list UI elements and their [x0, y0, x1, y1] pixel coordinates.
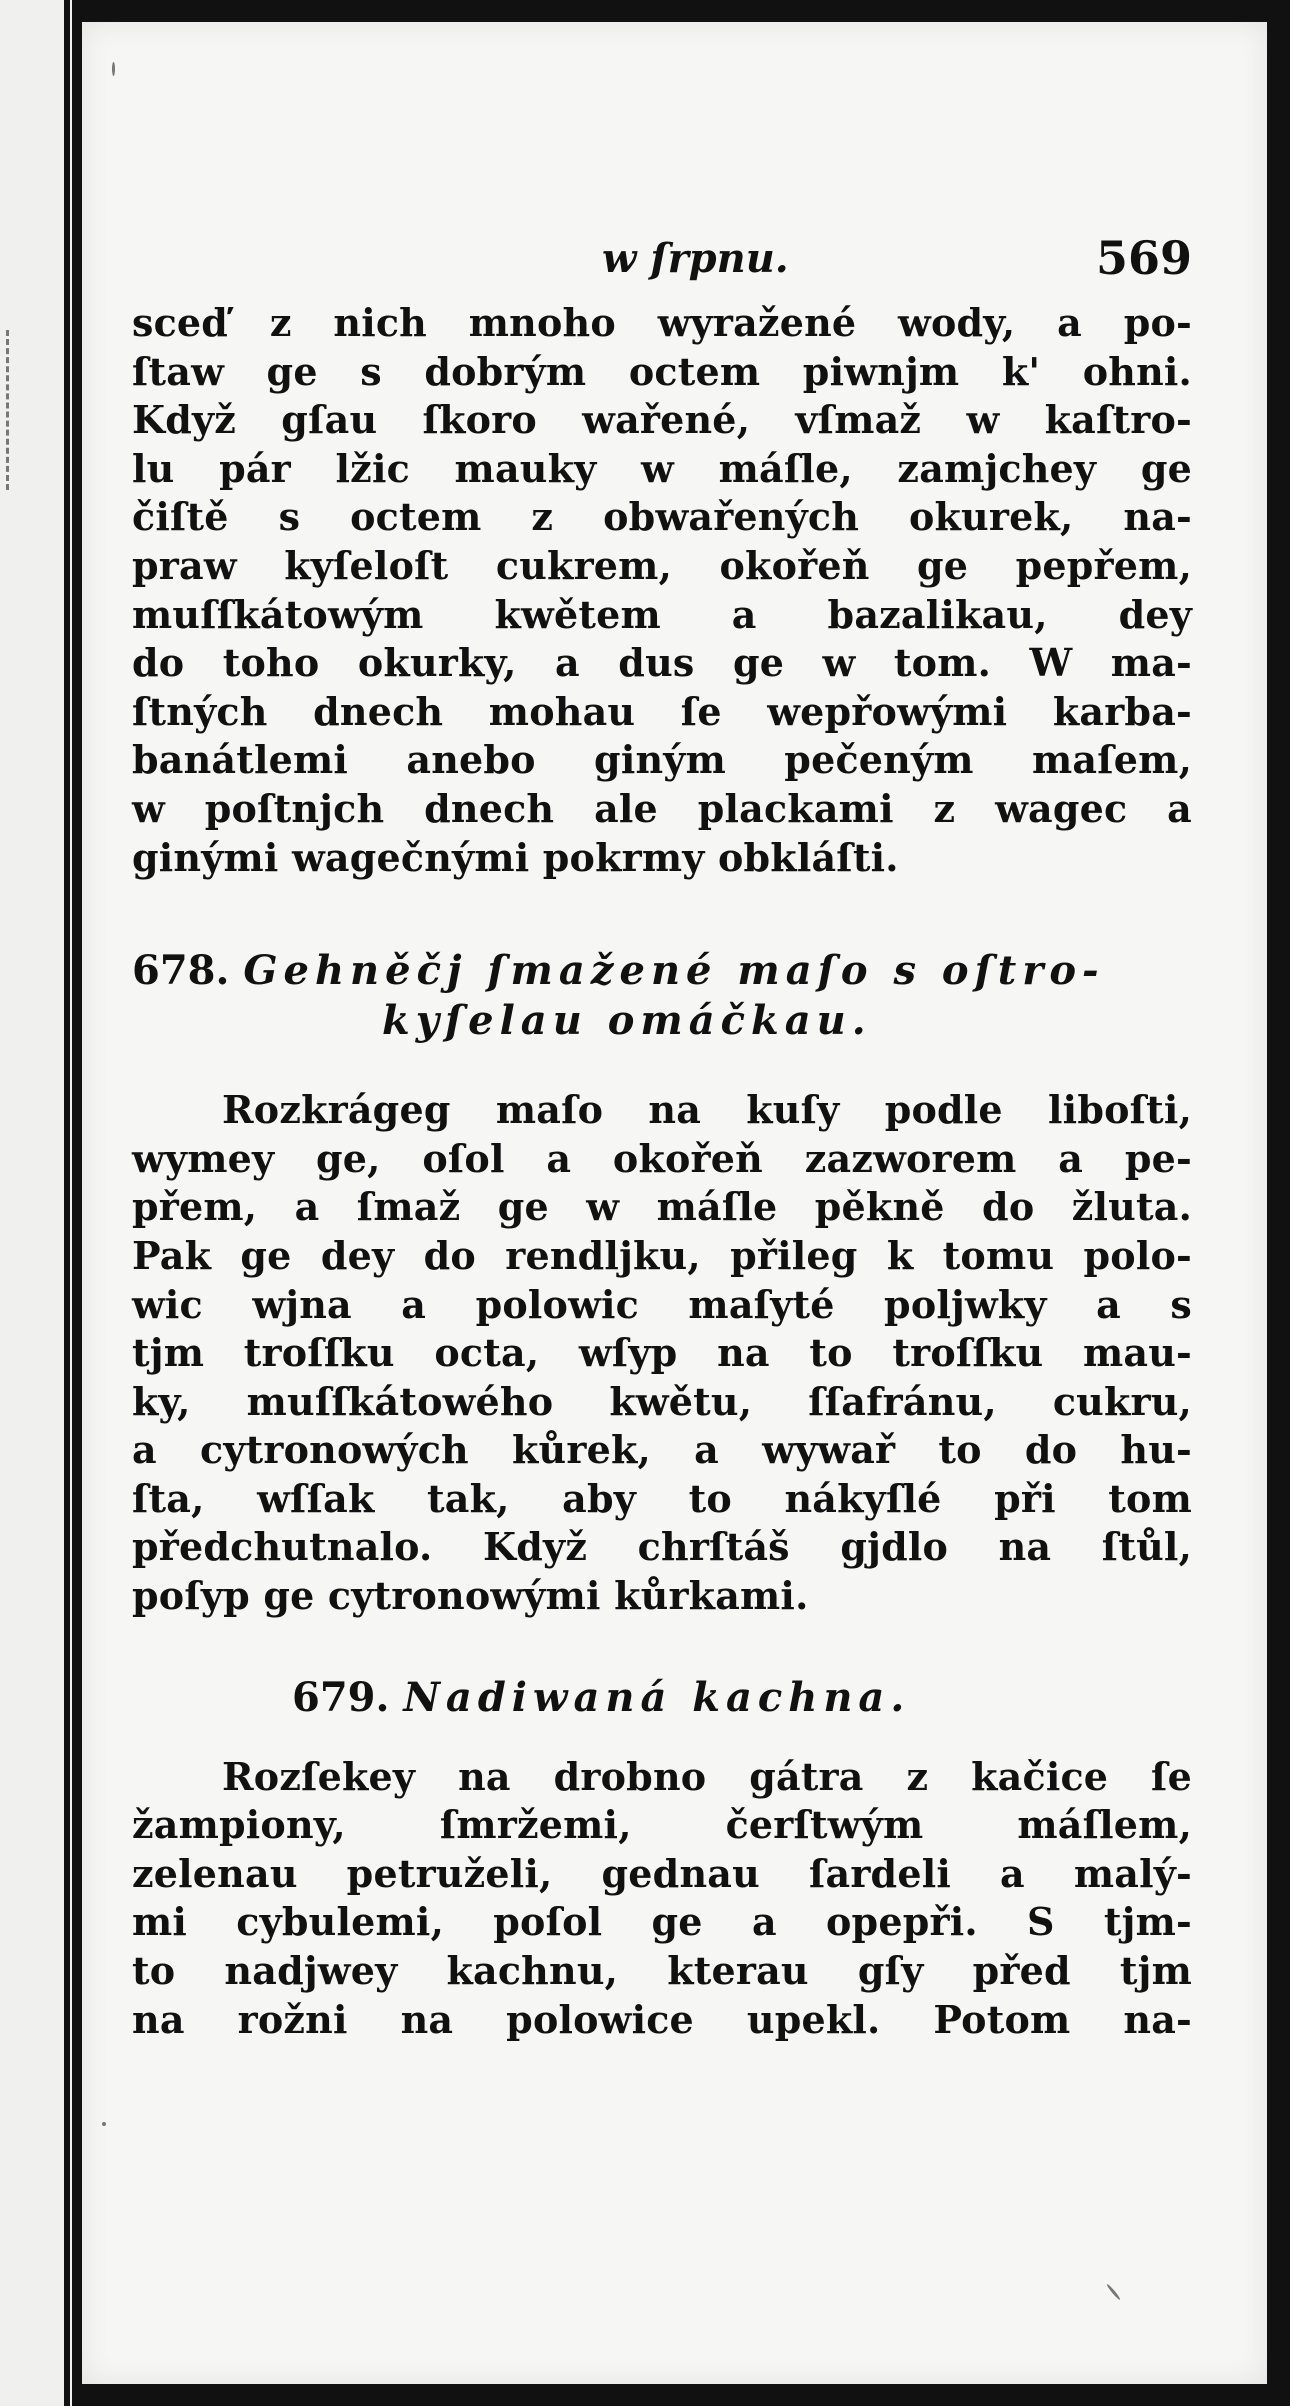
- text-line: w poſtnjch dnech ale plackami z wagec a: [132, 785, 1192, 831]
- text-line: muſſkátowým kwětem a bazalikau, dey: [132, 591, 1192, 637]
- paper-speck: [102, 2122, 106, 2126]
- text-line: Rozſekey na drobno gátra z kačice ſe: [222, 1753, 1192, 1799]
- text-line: wic wjna a polowic maſyté poljwky a s: [132, 1281, 1192, 1327]
- text-line: ginými wagečnými pokrmy obkláſti.: [132, 834, 899, 880]
- text-line: na rožni na polowice upekl. Potom na-: [132, 1996, 1192, 2042]
- section-number: 678.: [132, 947, 230, 995]
- text-line: Rozkrágeg maſo na kuſy podle liboſti,: [222, 1087, 1192, 1133]
- section-title: Nadiwaná kachna.: [403, 1673, 911, 1721]
- section-heading-678-cont: [132, 996, 1192, 1046]
- book-page: [82, 22, 1267, 2384]
- text-line: mi cybulemi, poſol ge a opepři. S tjm-: [132, 1899, 1192, 1945]
- text-line: lu pár lžic mauky w máſle, zamjchey ge: [132, 445, 1192, 491]
- page-header: [132, 217, 1192, 287]
- section-title-continued: kyſelau omáčkau.: [382, 997, 872, 1045]
- paragraph-1: [132, 299, 1192, 882]
- text-line: předchutnalo. Když chrſtáš gjdlo na ſtůl,: [132, 1524, 1192, 1570]
- section-title: Gehněčj ſmažené maſo s oſtro-: [243, 947, 1105, 995]
- running-head: w ſrpnu.: [602, 235, 789, 282]
- section-heading-678: [132, 946, 1192, 996]
- text-line: Když gſau ſkoro wařené, vſmaž w kaſtro-: [132, 397, 1192, 443]
- paper-speck: [112, 62, 115, 76]
- text-line: ſta, wſſak tak, aby to nákyſlé při tom: [132, 1475, 1192, 1521]
- text-line: do toho okurky, a dus ge w tom. W ma-: [132, 640, 1192, 686]
- margin-marks: [6, 330, 17, 490]
- paragraph-3: [132, 1753, 1192, 2045]
- paper-speck: [1106, 2283, 1121, 2300]
- text-line: banátlemi anebo giným pečeným maſem,: [132, 737, 1192, 783]
- section-heading-679: [132, 1673, 1192, 1723]
- text-line: poſyp ge cytronowými kůrkami.: [132, 1573, 809, 1619]
- paragraph-2: [132, 1086, 1192, 1621]
- text-line: a cytronowých kůrek, a wywař to do hu-: [132, 1427, 1192, 1473]
- text-line: žampiony, ſmržemi, čerſtwým máſlem,: [132, 1802, 1192, 1848]
- text-line: zelenau petruželi, gednau ſardeli a malý-: [132, 1850, 1192, 1896]
- page-number: 569: [1095, 231, 1192, 285]
- text-line: sceď z nich mnoho wyražené wody, a po-: [132, 300, 1192, 345]
- text-line: praw kyſeloſt cukrem, okořeň ge pepřem,: [132, 542, 1192, 588]
- adjacent-page-edge: [0, 0, 72, 2406]
- text-line: Pak ge dey do rendljku, přileg k tomu polo-: [132, 1232, 1192, 1278]
- text-line: ſtaw ge s dobrým octem piwnjm k' ohni.: [132, 348, 1192, 394]
- text-line: ky, muſſkátowého kwětu, ſſafránu, cukru,: [132, 1378, 1192, 1424]
- text-line: tjm troſſku octa, wſyp na to troſſku mau-: [132, 1330, 1192, 1376]
- page-content: [132, 217, 1192, 2044]
- section-number: 679.: [292, 1673, 390, 1721]
- text-line: to nadjwey kachnu, kterau gſy před tjm: [132, 1948, 1192, 1994]
- text-line: wymey ge, oſol a okořeň zazworem a pe-: [132, 1135, 1192, 1181]
- text-line: přem, a ſmaž ge w máſle pěkně do žluta.: [132, 1184, 1192, 1230]
- gutter-shadow: [64, 0, 70, 2406]
- text-line: čiſtě s octem z obwařených okurek, na-: [132, 494, 1192, 540]
- text-line: ſtných dnech mohau ſe wepřowými karba-: [132, 688, 1192, 734]
